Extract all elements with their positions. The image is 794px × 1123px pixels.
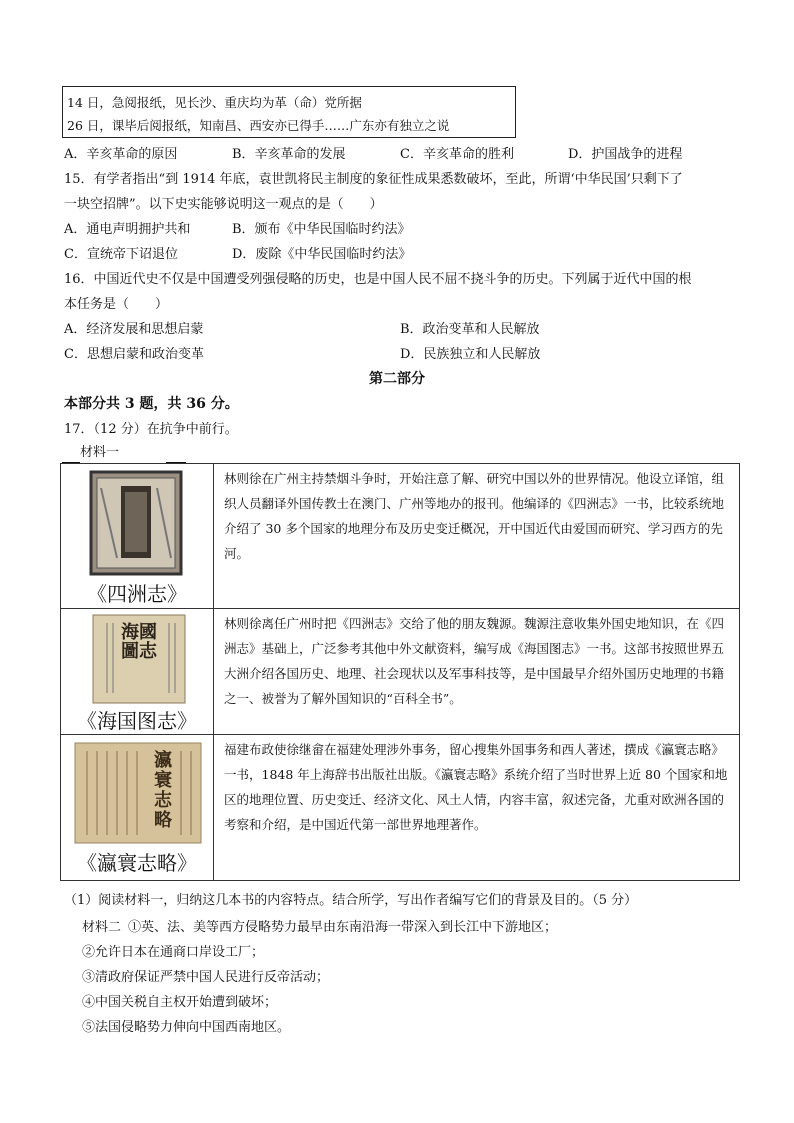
- q17-title: 17．（12 分）在抗争中前行。: [64, 422, 238, 437]
- q15-option-a: A．通电声明拥护共和: [64, 222, 191, 237]
- table-row: [61, 464, 740, 609]
- material1-table: [60, 463, 740, 881]
- q15-stem-line-1: 15．有学者指出“到 1914 年底，袁世凯将民主制度的象征性成果悉数破坏，至此，所谓‘中华民国’只剩下了: [64, 172, 683, 187]
- q16-option-b: B．政治变革和人民解放: [400, 322, 540, 337]
- haiguotuzhi-caption: 《海国图志》: [77, 709, 197, 733]
- part2-intro: 本部分共 3 题，共 36 分。: [64, 396, 239, 412]
- book-cell-yinghuanzhilue: [61, 735, 214, 881]
- q17-sub1: （1）阅读材料一，归纳这几本书的内容特点。结合所学，写出作者编写它们的背景及目的。（5 分）: [64, 893, 638, 908]
- q16-stem-line-2: 本任务是（ ）: [64, 297, 169, 312]
- book-cell-haiguotuzhi: [61, 609, 214, 735]
- q14-option-b: B．辛亥革命的发展: [232, 147, 346, 162]
- material2-item-1: ①英、法、美等西方侵略势力最早由东南沿海一带深入到长江中下游地区；: [128, 920, 558, 935]
- q14-option-a: A．辛亥革命的原因: [64, 147, 178, 162]
- haiguotuzhi-cover-title: 海國圖志: [121, 622, 157, 662]
- q16-option-c: C．思想启蒙和政治变革: [64, 347, 204, 362]
- material2-item-5: ⑤法国侵略势力伸向中国西南地区。: [82, 1020, 291, 1035]
- sizhouzhi-description: 林则徐在广州主持禁烟斗争时，开始注意了解、研究中国以外的世界情况。他设立译馆，组织人员翻译外国传教士在澳门、广州等地办的报刊。他编译的《四洲志》一书，比较系统地介绍了 30 多个国家的地理分布及历史变迁概况，开中国近代由爱国而研究、学习西方的先河。: [214, 464, 740, 609]
- q16-option-d: D．民族独立和人民解放: [400, 347, 541, 362]
- q14-option-c: C．辛亥革命的胜利: [400, 147, 514, 162]
- q16-stem-line-1: 16．中国近代史不仅是中国遭受列强侵略的历史，也是中国人民不屈不挠斗争的历史。下列属于近代中国的根: [64, 272, 692, 287]
- q16-option-a: A．经济发展和思想启蒙: [64, 322, 204, 337]
- q15-option-d: D．废除《中华民国临时约法》: [232, 247, 412, 262]
- yinghuanzhilue-caption: 《瀛寰志略》: [77, 851, 197, 875]
- yinghuanzhilue-book-image: [61, 741, 213, 847]
- sizhouzhi-book-image: [61, 468, 213, 578]
- q14-option-d: D．护国战争的进程: [568, 147, 683, 162]
- quote-line-1: 14 日，急阅报纸，见长沙、重庆均为革（命）党所据: [67, 95, 362, 110]
- material2-label: 材料二: [82, 920, 122, 935]
- yinghuanzhilue-cover-title: 瀛寰志略: [154, 750, 172, 831]
- table-row: [61, 609, 740, 735]
- material2-item-2: ②允许日本在通商口岸设工厂；: [82, 945, 265, 960]
- haiguotuzhi-description: 林则徐离任广州时把《四洲志》交给了他的朋友魏源。魏源注意收集外国史地知识，在《四洲志》基础上，广泛参考其他中外文献资料，编写成《海国图志》一书。这部书按照世界五大洲介绍各国历史、地理、社会现状以及军事科技等，是中国最早介绍外国历史地理的书籍之一、被誉为了解外国知识的“百科全书”。: [214, 609, 740, 735]
- quote-box: [62, 86, 516, 138]
- q15-stem-line-2: 一块空招牌”。以下史实能够说明这一观点的是（ ）: [64, 197, 383, 212]
- sizhouzhi-caption: 《四洲志》: [87, 582, 187, 606]
- material1-label: 材料一: [80, 445, 120, 460]
- yinghuanzhilue-description: 福建布政使徐继畲在福建处理涉外事务，留心搜集外国事务和西人著述，撰成《瀛寰志略》一书，1848 年上海辞书出版社出版。《瀛寰志略》系统介绍了当时世界上近 80 个国家和地区的地理位置、历史变迁、经济文化、风土人情，内容丰富，叙述完备，尤重对欧洲各国的考察和介绍，是中国近代第一部世界地理著作。: [214, 735, 740, 881]
- q15-option-c: C．宣统帝下诏退位: [64, 247, 178, 262]
- q15-option-b: B．颁布《中华民国临时约法》: [232, 222, 411, 237]
- quote-line-2: 26 日，课毕后阅报纸，知南昌、西安亦已得手……广东亦有独立之说: [67, 118, 450, 133]
- material2-item-4: ④中国关税自主权开始遭到破坏；: [82, 995, 278, 1010]
- book-cell-sizhouzhi: [61, 464, 214, 609]
- table-row: [61, 735, 740, 881]
- material2-item-3: ③清政府保证严禁中国人民进行反帝活动；: [82, 970, 330, 985]
- part2-title: 第二部分: [369, 371, 425, 387]
